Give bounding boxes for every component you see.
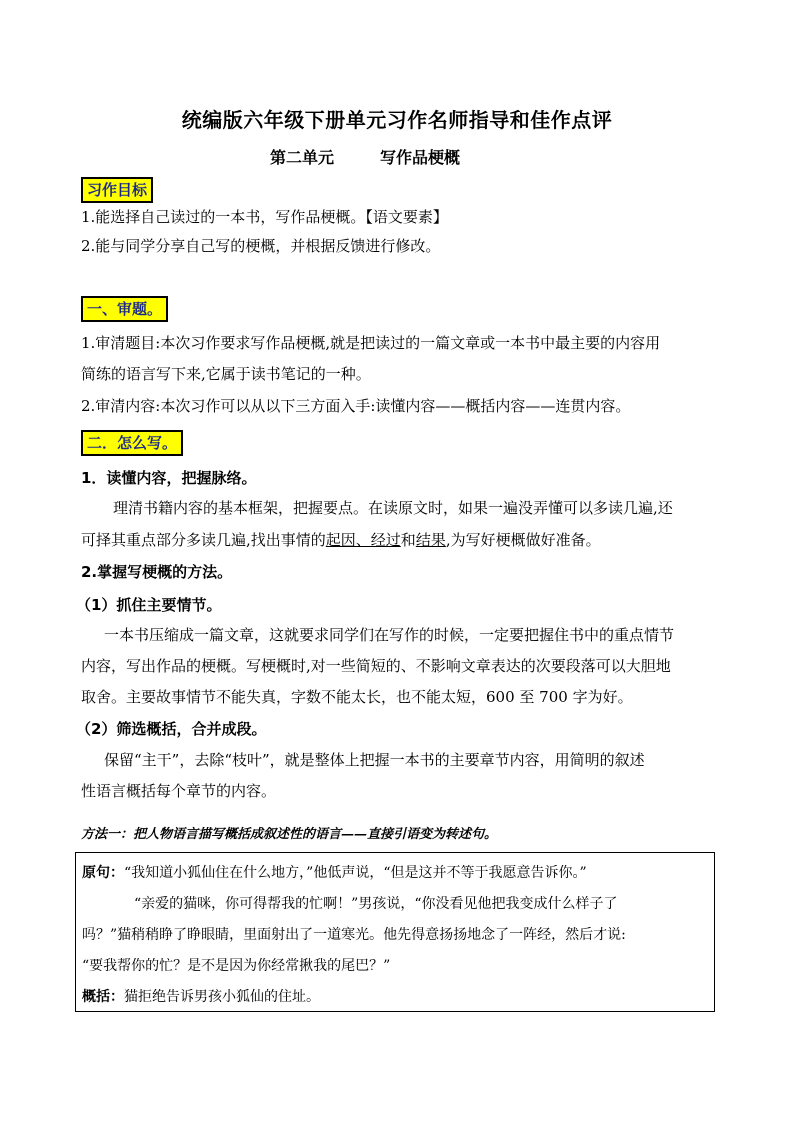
example-box [75,852,715,1012]
method-one-heading: 方法一：把人物语言描写概括成叙述性的语言——直接引语变为转述句。 [81,827,498,842]
underlined-text: 结果 [415,531,446,549]
paragraph-line: 可择其重点部分多读几遍,找出事情的起因、经过和结果,为写好梗概做好准备。 [81,531,601,549]
document-title: 统编版六年级下册单元习作名师指导和佳作点评 [181,108,613,132]
paragraph-line: 取舍。主要故事情节不能失真，字数不能太长，也不能太短，600 至 700 字为好。 [81,688,633,706]
section1-line: 简练的语言写下来,它属于读书笔记的一种。 [81,365,371,383]
heading-method: 2.掌握写梗概的方法。 [81,563,233,581]
paragraph-line: 保留“主干”，去除“枝叶”，就是整体上把握一本书的主要章节内容，用简明的叙述 [104,751,645,769]
paragraph-line: 理清书籍内容的基本框架，把握要点。在读原文时，如果一遍没弄懂可以多读几遍,还 [113,499,673,517]
unit-label: 第二单元 [270,148,335,167]
topic-label: 写作品梗概 [380,148,461,167]
paragraph-line: 内容，写出作品的梗概。写梗概时,对一些简短的、不影响文章表达的次要段落可以大胆地 [81,657,671,675]
summary-label: 概括： [82,989,124,1005]
goal-item: 2.能与同学分享自己写的梗概，并根据反馈进行修改。 [81,237,441,255]
heading-filter-summarize: （2）筛选概括，合并成段。 [76,720,267,738]
example-original-line: “要我帮你的忙？是不是因为你经常揪我的尾巴？” [82,958,391,974]
goal-tag: 习作目标 [81,177,153,203]
section1-line: 1.审清题目:本次习作要求写作品梗概,就是把读过的一篇文章或一本书中最主要的内容用 [81,334,661,352]
example-original-line: 吗？”猫稍稍睁了睁眼睛，里面射出了一道寒光。他先得意扬扬地念了一阵经，然后才说: [82,927,626,943]
document-subtitle [270,145,460,168]
paragraph-line: 性语言概括每个章节的内容。 [81,782,277,800]
example-original-line: 原句：“我知道小狐仙住在什么地方，”他低声说，“但是这并不等于我愿意告诉你。” [82,865,587,881]
example-summary-line: 概括：猫拒绝告诉男孩小狐仙的住址。 [82,989,320,1005]
section2-tag: 二．怎么写。 [81,430,183,456]
heading-main-plot: （1）抓住主要情节。 [76,596,222,614]
example-original-line: “亲爱的猫咪，你可得帮我的忙啊！”男孩说，“你没看见他把我变成什么样子了 [134,896,618,912]
heading-read-content: 1．读懂内容，把握脉络。 [81,469,257,487]
goal-item: 1.能选择自己读过的一本书，写作品梗概。【语文要素】 [81,208,448,226]
paragraph-line: 一本书压缩成一篇文章，这就要求同学们在写作的时候，一定要把握住书中的重点情节 [104,626,675,644]
original-label: 原句： [82,865,124,881]
section1-line: 2.审清内容:本次习作可以从以下三方面入手:读懂内容——概括内容——连贯内容。 [81,397,631,415]
underlined-text: 起因、经过 [325,531,401,549]
section1-tag: 一、审题。 [81,296,168,322]
